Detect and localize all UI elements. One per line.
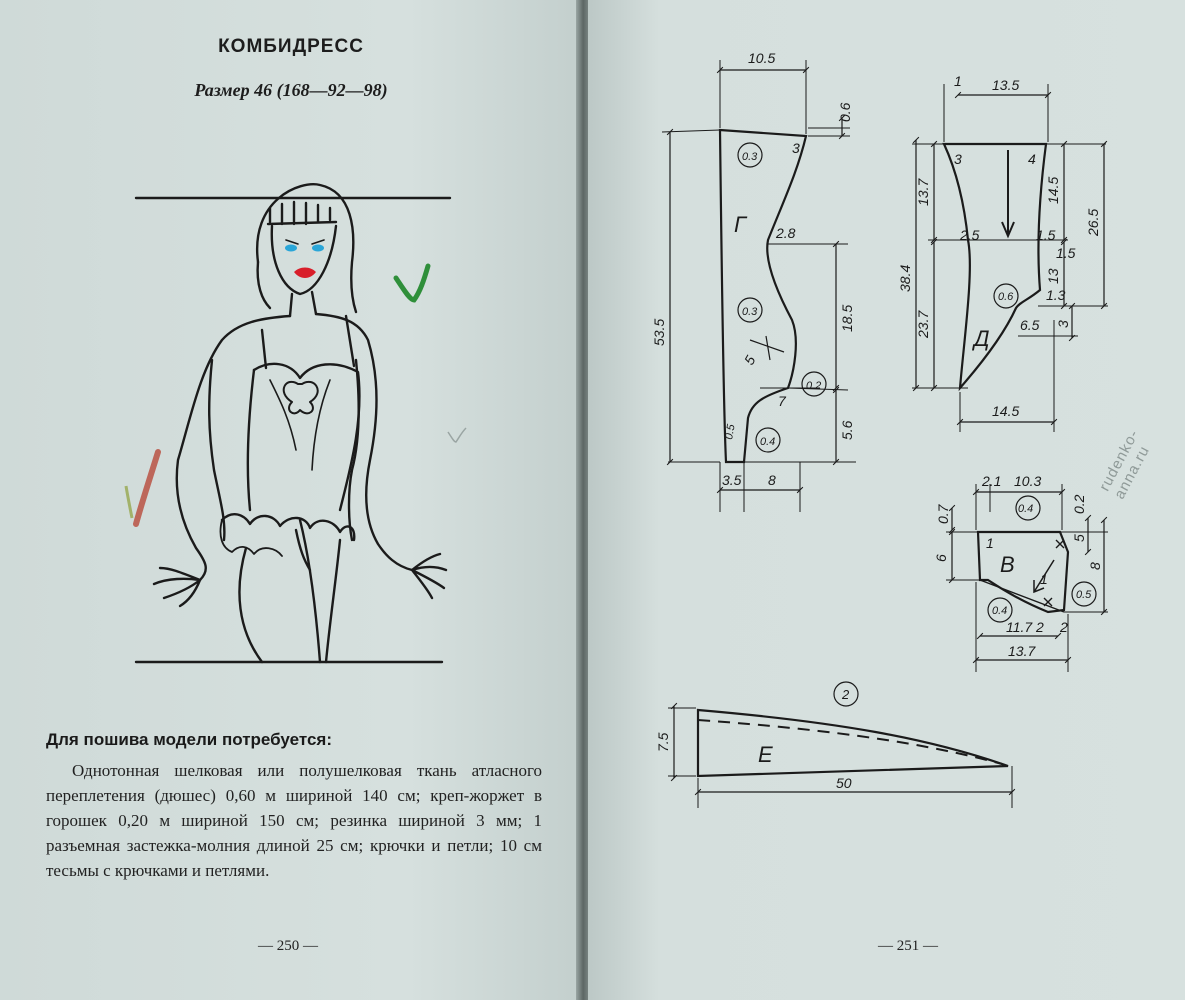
dim-g-2: 0.6 [837,102,853,122]
dim-d-3: 3 [954,151,962,167]
piece-d-letter: Д [974,326,990,351]
red-pencil-mark [136,452,158,524]
pattern-piece-g [662,60,856,512]
dim-v-1: 2.1 [982,473,1002,489]
right-leg [326,540,340,662]
right-hand [412,554,446,598]
dim-g-5: 2.8 [776,225,796,241]
dim-v-15: 2 [1060,619,1068,635]
left-hand [154,568,200,606]
piece-d-outline [944,144,1046,388]
dim-v-6: 1 [986,535,994,551]
pattern-piece-d [912,84,1108,432]
dim-g-14: 5.6 [839,420,855,440]
face-outline [272,226,336,294]
dim-g-9: 5 [740,352,759,368]
dim-d-6: 14.5 [1045,176,1061,204]
model-illustration [0,0,582,700]
dim-v-2: 10.3 [1014,473,1042,489]
dim-g-6: 0.3 [742,306,758,318]
right-eye [312,245,324,252]
dim-d-14: 1.3 [1046,287,1066,303]
dim-g-3: 3 [792,140,800,156]
page-number-left: — 250 — [258,938,318,954]
dim-g-16: 8 [768,472,776,488]
dim-v-13: 11.7 [1006,619,1033,635]
dim-e-2: 7.5 [655,732,671,752]
dim-e-1: 2 [842,687,850,702]
dim-d-16: 6.5 [1020,317,1040,333]
dim-g-12: 0.5 [723,423,738,441]
right-arm [316,314,412,570]
dim-d-17: 3 [1055,320,1071,328]
left-leg [239,548,262,662]
size-subtitle: Размер 46 (168—92—98) [194,80,388,100]
dim-d-9: 1.5 [1036,227,1056,243]
dim-g-13: 0.4 [760,436,776,448]
dim-g-10: 0.2 [806,380,822,392]
dim-d-1: 1 [954,73,962,89]
left-eye [285,245,297,252]
piece-e-letter: Е [758,742,773,767]
pattern-drawings [588,0,1185,1000]
dim-d-15: 13 [1045,268,1061,284]
page-number-right: — 251 — [878,938,938,954]
bodice-outline [254,364,359,510]
green-check-mark [396,266,428,300]
dim-d-4: 4 [1028,151,1036,167]
dim-d-5: 13.7 [915,178,931,206]
ruffle [222,514,354,540]
faint-check-mark [448,428,466,442]
lips [294,268,316,279]
dim-d-10: 1.5 [1056,245,1076,261]
dim-g-7: 18.5 [839,304,855,332]
dim-v-8: 5 [1071,534,1087,542]
dim-v-3: 0.7 [935,504,951,524]
dim-v-5: 0.2 [1071,494,1087,514]
dim-d-18: 14.5 [992,403,1020,419]
green-pencil-mark [126,486,132,518]
dim-g-11: 7 [778,393,786,409]
requirements-text: Однотонная шелковая или полушелковая ткань атласного переплетения (дюшес) 0,60 м шириной 140 см; креп-жоржет в горошек 0,20 м шириной 150 см; резинка шириной 3 мм; 1 разъемная застежка-молния длиной 25 см; крючки и петли; 10 см тесьмы с крючками и петлями. [46,761,542,880]
dim-g-15: 3.5 [722,472,742,488]
dim-d-2: 13.5 [992,77,1020,93]
left-arm [177,316,290,580]
left-page [0,0,582,1000]
dim-v-11: 0.5 [1076,589,1092,601]
dim-g-4: 0.3 [742,151,758,163]
piece-v-letter: В [1000,552,1015,577]
dim-v-16: 13.7 [1008,643,1036,659]
dim-d-8: 2.5 [960,227,980,243]
dim-g-8: 53.5 [651,318,667,346]
dim-d-12: 23.7 [915,310,931,338]
dim-v-9: 8 [1087,562,1103,570]
bow [284,382,318,413]
piece-g-outline [720,130,806,462]
dim-d-11: 38.4 [897,264,913,292]
page-title: КОМБИДРЕСС [218,36,364,57]
watermark: rudenko-anna.ru [1096,426,1154,502]
dim-v-14: 2 [1036,619,1044,635]
dim-d-7: 26.5 [1085,208,1101,236]
dim-v-10: 0.4 [992,605,1008,617]
right-page [588,0,1185,1000]
piece-e-outline [698,710,1008,776]
dim-v-7: 6 [933,554,949,562]
dim-e-3: 50 [836,775,852,791]
piece-g-letter: Г [734,212,746,237]
dim-d-13: 0.6 [998,291,1014,303]
dim-v-4: 0.4 [1018,503,1034,515]
dim-g-1: 10.5 [748,50,776,66]
requirements-heading: Для пошива модели потребуется: [46,730,333,749]
dimension-labels [651,50,1103,791]
dim-v-12: 1 [1040,571,1048,587]
